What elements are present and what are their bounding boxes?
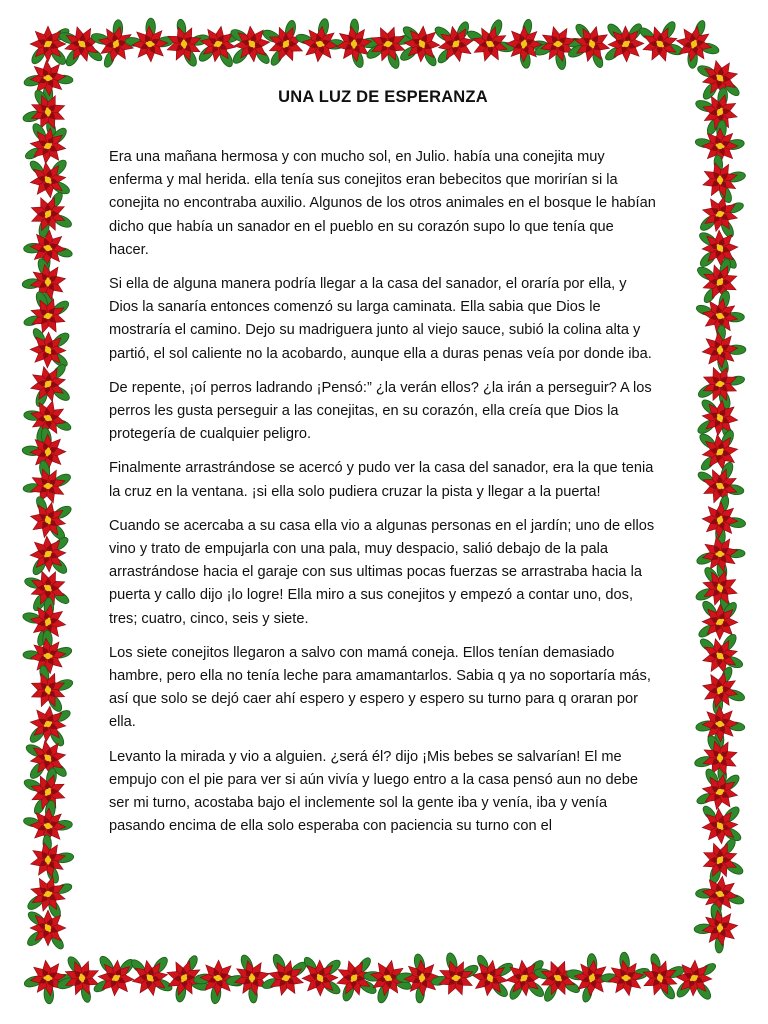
poinsettia-flower-icon bbox=[292, 12, 350, 70]
poinsettia-flower-icon bbox=[27, 494, 76, 543]
poinsettia-flower-icon bbox=[602, 20, 645, 62]
poinsettia-flower-icon bbox=[27, 704, 73, 749]
document-title: UNA LUZ DE ESPERANZA bbox=[278, 88, 488, 106]
paragraph: Finalmente arrastrándose se acercó y pudo ver la casa del sanador, era la que tenia la cruz en la ventana. ¡si ella solo pudiera cruzar la pista y llegar a la puerta! bbox=[109, 460, 654, 500]
paragraph: Era una mañana hermosa y con mucho sol, en Julio. había una conejita muy enferma y mal herida. ella tenía sus conejitos eran bebecitos que morirían si la conejita no encontraba auxilio. Algunos de los otros animales en el bosque le habían dicho que había un sanador en el pueblo en su corazón supo lo que tenía que hacer. bbox=[109, 149, 656, 258]
poinsettia-flower-icon bbox=[694, 491, 752, 549]
poinsettia-flower-icon bbox=[674, 959, 718, 1002]
poinsettia-flower-icon bbox=[700, 801, 744, 846]
poinsettia-flower-icon bbox=[92, 953, 137, 997]
poinsettia-flower-icon bbox=[697, 599, 739, 640]
paragraph: Levanto la mirada y vio a alguien. ¿será él? dijo ¡Mis bebes se salvarían! El me empujo con el pie para ver si aún vivía y luego entro a la casa pensó aun no debe ser mi turno, acostaba bajo el inclemente sol la gente iba y venía, iba y venía pasando encima de ella solo esperaba con paciencia su turno con el bbox=[109, 748, 638, 835]
poinsettia-flower-icon bbox=[27, 154, 73, 201]
poinsettia-flower-icon bbox=[28, 535, 72, 579]
poinsettia-flower-icon bbox=[128, 951, 176, 1000]
poinsettia-flower-icon bbox=[469, 953, 516, 1001]
poinsettia-flower-icon bbox=[19, 455, 75, 511]
document-body bbox=[109, 146, 657, 849]
poinsettia-flower-icon bbox=[121, 12, 179, 70]
poinsettia-flower-icon bbox=[221, 950, 277, 1007]
paragraph: Cuando se acercaba a su casa ella vio a algunas personas en el jardín; uno de ellos vino y trato de empujarla con una pala, muy despacio, salió debajo de la pala arrastrándose hacia el garaje con sus ultimas pocas fuerzas se arrastraba hacia la puerta y callo dijo ¡lo logre! Ella miro a sus conejitos y empezó a contar uno, dos, tres; cuatro, cinco, seis y siete. bbox=[109, 517, 655, 627]
poinsettia-flower-icon bbox=[398, 24, 442, 68]
poinsettia-flower-icon bbox=[30, 326, 72, 369]
paragraph: Los siete conejitos llegaron a salvo con mamá coneja. Ellos tenían demasiado hambre, pero ella no tenía leche para amamantarlos. Sabia q ya no soportaría más, así que solo se dejó caer ahí espero y espero y espero su turno para q oraran por ella. bbox=[109, 644, 651, 731]
poinsettia-flower-icon bbox=[302, 955, 343, 997]
paragraph: Si ella de alguna manera podría llegar a la casa del sanador, el oraría por ella, y Dios la sanaría entonces comenzó su larga caminata. Ella sabia que Dios le mostraría el camino. Dejo su madriguera junto al viejo sauce, subió la colina alta y partió, el sol caliente no la acobardo, aunque ella a duras penas veía por donde iba. bbox=[109, 276, 652, 362]
poinsettia-flower-icon bbox=[25, 909, 66, 951]
poinsettia-flower-icon bbox=[688, 899, 746, 957]
poinsettia-flower-icon bbox=[429, 18, 478, 67]
paragraph: De repente, ¡oí perros ladrando ¡Pensó:” ¿la verán ellos? ¿la irán a perseguir? A los perros les gusta perseguir a las conejitas, en su corazón, ella creía que Dios la protegería de cualquier peligro. bbox=[109, 379, 652, 443]
poinsettia-flower-icon bbox=[694, 321, 752, 379]
